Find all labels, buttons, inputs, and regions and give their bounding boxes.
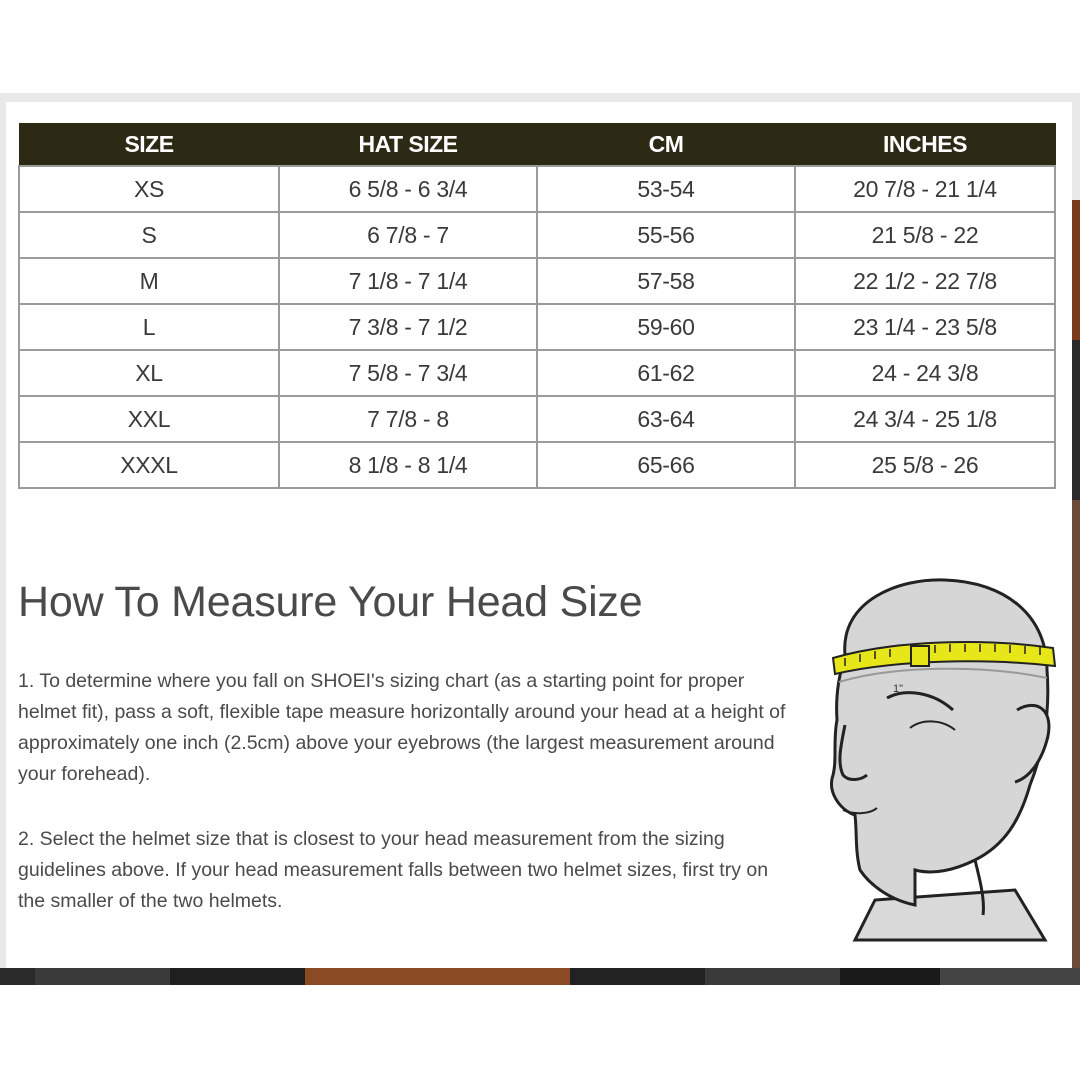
- table-row: [19, 442, 1055, 488]
- cell-hat-size: 7 5/8 - 7 3/4: [279, 350, 537, 396]
- table-row: [19, 212, 1055, 258]
- cell-size: XXXL: [19, 442, 279, 488]
- table-row: [19, 350, 1055, 396]
- cell-size: XXL: [19, 396, 279, 442]
- cell-cm: 65-66: [537, 442, 795, 488]
- table-row: [19, 258, 1055, 304]
- cell-inches: 25 5/8 - 26: [795, 442, 1055, 488]
- cell-cm: 63-64: [537, 396, 795, 442]
- cell-hat-size: 6 5/8 - 6 3/4: [279, 166, 537, 212]
- cell-hat-size: 7 3/8 - 7 1/2: [279, 304, 537, 350]
- cell-hat-size: 7 1/8 - 7 1/4: [279, 258, 537, 304]
- cell-inches: 23 1/4 - 23 5/8: [795, 304, 1055, 350]
- measure-step-1: 1. To determine where you fall on SHOEI's sizing chart (as a starting point for proper helmet fit), pass a soft, flexible tape measure horizontally around your head at a height of approximately one inch (2.5cm) above your eyebrows (the largest measurement around your forehead).: [18, 670, 786, 785]
- table-header-row: [19, 123, 1055, 166]
- column-header-size: SIZE: [19, 123, 279, 166]
- size-chart-table: [18, 123, 1056, 489]
- cell-inches: 24 - 24 3/8: [795, 350, 1055, 396]
- column-header-inches: INCHES: [795, 123, 1055, 166]
- cell-hat-size: 7 7/8 - 8: [279, 396, 537, 442]
- cell-inches: 21 5/8 - 22: [795, 212, 1055, 258]
- cell-size: L: [19, 304, 279, 350]
- cell-size: S: [19, 212, 279, 258]
- cell-size: M: [19, 258, 279, 304]
- cell-cm: 59-60: [537, 304, 795, 350]
- table-row: [19, 396, 1055, 442]
- measure-step-2: 2. Select the helmet size that is closest to your head measurement from the sizing guidelines above. If your head measurement falls between two helmet sizes, first try on the smaller of the two helmets.: [18, 828, 769, 912]
- cell-inches: 20 7/8 - 21 1/4: [795, 166, 1055, 212]
- cell-inches: 22 1/2 - 22 7/8: [795, 258, 1055, 304]
- cell-inches: 24 3/4 - 25 1/8: [795, 396, 1055, 442]
- table-row: [19, 166, 1055, 212]
- head-with-tape-measure-icon: [815, 570, 1065, 950]
- cell-size: XL: [19, 350, 279, 396]
- cell-cm: 57-58: [537, 258, 795, 304]
- cell-size: XS: [19, 166, 279, 212]
- cell-cm: 55-56: [537, 212, 795, 258]
- column-header-hat-size: HAT SIZE: [279, 123, 537, 166]
- measure-guide-heading: How To Measure Your Head Size: [18, 578, 643, 626]
- cell-hat-size: 6 7/8 - 7: [279, 212, 537, 258]
- cell-cm: 61-62: [537, 350, 795, 396]
- background-edge: [1072, 200, 1080, 968]
- table-row: [19, 304, 1055, 350]
- bottom-strip: [0, 968, 1080, 985]
- column-header-cm: CM: [537, 123, 795, 166]
- cell-hat-size: 8 1/8 - 8 1/4: [279, 442, 537, 488]
- cell-cm: 53-54: [537, 166, 795, 212]
- svg-text:1": 1": [893, 683, 904, 695]
